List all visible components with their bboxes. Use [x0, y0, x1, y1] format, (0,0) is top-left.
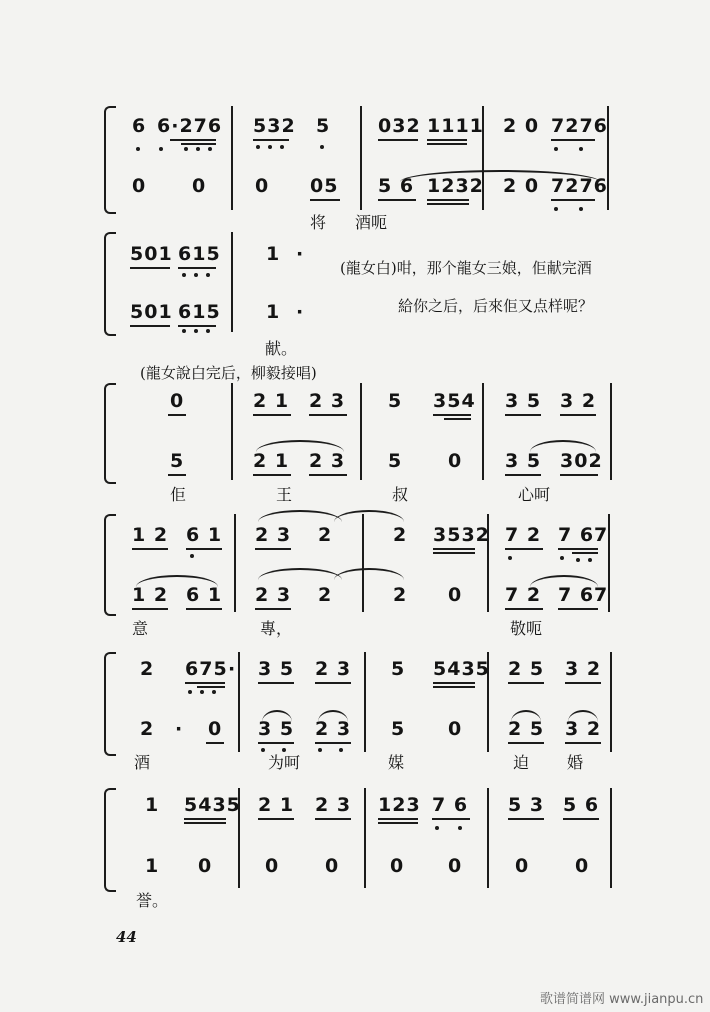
barline [610, 652, 612, 752]
note: 0 [448, 855, 463, 877]
system-2-brace [104, 232, 116, 336]
note: 2 [393, 524, 408, 546]
underline [508, 818, 544, 820]
underline [197, 686, 225, 688]
note: 2 3 [315, 718, 352, 740]
underline [170, 139, 216, 141]
lyric: 佢 [170, 485, 187, 504]
barline [610, 383, 612, 480]
low-octave-dot [554, 147, 558, 151]
lyric: 誉。 [136, 891, 169, 910]
note: · [296, 243, 305, 265]
note: 5 6 [378, 175, 415, 197]
slur [530, 440, 596, 452]
underline [132, 608, 168, 610]
lyric: 心呵 [518, 485, 551, 504]
lyric: 叔 [392, 485, 409, 504]
note: · [228, 658, 237, 680]
underline [206, 742, 224, 744]
underline [505, 548, 543, 550]
slur [262, 710, 292, 722]
barline [482, 383, 484, 480]
note: 2 5 [508, 718, 545, 740]
lyric: 将 [310, 213, 327, 232]
note: 7 2 [505, 584, 542, 606]
underline [168, 474, 186, 476]
low-octave-dot [579, 207, 583, 211]
underline [433, 414, 471, 416]
note: 2 [318, 524, 333, 546]
underline [130, 267, 170, 269]
low-octave-dot [318, 748, 322, 752]
barline [487, 788, 489, 888]
underline [551, 139, 595, 141]
lyric: 为呵 [268, 753, 301, 772]
note: 2 [140, 718, 155, 740]
underline [309, 414, 347, 416]
tie [334, 568, 404, 580]
underline [565, 742, 601, 744]
note: 1 [145, 855, 160, 877]
note: 1111 [427, 115, 484, 137]
lyric: 酒 [134, 753, 151, 772]
underline [427, 139, 467, 141]
note: 7 67 [558, 524, 609, 546]
system-5-brace [104, 652, 116, 756]
note: 3 5 [505, 450, 542, 472]
underline [433, 552, 475, 554]
note: · [175, 718, 184, 740]
note: 0 [192, 175, 207, 197]
low-octave-dot [206, 273, 210, 277]
note: 0 [265, 855, 280, 877]
barline [234, 514, 236, 612]
slur [568, 710, 598, 722]
note: 3 2 [565, 658, 602, 680]
lyric: 意 [132, 619, 149, 638]
low-octave-dot [435, 826, 439, 830]
note: 675 [185, 658, 228, 680]
low-octave-dot [339, 748, 343, 752]
lyric: 敬呃 [510, 619, 543, 638]
underline [186, 548, 222, 550]
low-octave-dot [194, 273, 198, 277]
underline [378, 822, 418, 824]
note: 032 [378, 115, 421, 137]
note: 0 [390, 855, 405, 877]
underline [255, 548, 291, 550]
note: 2 [393, 584, 408, 606]
note: 1 [266, 243, 281, 265]
underline [560, 474, 598, 476]
underline [185, 682, 225, 684]
note: 1 [266, 301, 281, 323]
note: 5 [316, 115, 331, 137]
note: 354 [433, 390, 476, 412]
underline [255, 608, 291, 610]
tie [334, 510, 404, 522]
underline [253, 474, 291, 476]
low-octave-dot [320, 145, 324, 149]
lyric: 專， [260, 619, 293, 638]
underline [258, 818, 294, 820]
low-octave-dot [212, 690, 216, 694]
note: 7 67 [558, 584, 609, 606]
note: 2 3 [315, 658, 352, 680]
underline [432, 818, 470, 820]
lyric: 婚 [567, 753, 584, 772]
barline [608, 514, 610, 612]
low-octave-dot [196, 147, 200, 151]
underline [315, 742, 351, 744]
underline [258, 682, 294, 684]
low-octave-dot [159, 147, 163, 151]
system-6-brace [104, 788, 116, 892]
underline [168, 414, 186, 416]
barline [610, 788, 612, 888]
lyric: 酒呃 [355, 213, 388, 232]
underline [427, 203, 469, 205]
barline [231, 383, 233, 480]
note: 0 [198, 855, 213, 877]
low-octave-dot [182, 329, 186, 333]
underline [310, 199, 340, 201]
note: 5 [391, 718, 406, 740]
note: 0 [325, 855, 340, 877]
note: 615 [178, 301, 221, 323]
low-octave-dot [208, 147, 212, 151]
note: 3 2 [565, 718, 602, 740]
note: 6·276 [157, 115, 223, 137]
underline [184, 818, 226, 820]
tie [400, 170, 600, 182]
underline [508, 742, 544, 744]
note: 0 [448, 584, 463, 606]
underline [186, 608, 222, 610]
note: 302 [560, 450, 603, 472]
note: 2 0 [503, 115, 540, 137]
note: 0 [132, 175, 147, 197]
note: 5 [391, 658, 406, 680]
barline [231, 232, 233, 332]
note: 0 [208, 718, 223, 740]
watermark: 歌谱简谱网 www.jianpu.cn [540, 992, 704, 1007]
low-octave-dot [188, 690, 192, 694]
slur [256, 440, 344, 452]
low-octave-dot [588, 558, 592, 562]
underline [433, 686, 475, 688]
note: 0 [515, 855, 530, 877]
underline [132, 548, 168, 550]
note: 5435 [184, 794, 241, 816]
barline [364, 788, 366, 888]
underline [378, 818, 418, 820]
low-octave-dot [200, 690, 204, 694]
note: 5 [170, 450, 185, 472]
underline [505, 608, 543, 610]
note: 0 [170, 390, 185, 412]
note: 7 6 [432, 794, 469, 816]
note: 123 [378, 794, 421, 816]
note: 2 3 [255, 524, 292, 546]
low-octave-dot [190, 554, 194, 558]
note: 5 6 [563, 794, 600, 816]
underline [560, 414, 596, 416]
low-octave-dot [136, 147, 140, 151]
low-octave-dot [261, 748, 265, 752]
note: · [296, 301, 305, 323]
low-octave-dot [256, 145, 260, 149]
underline [444, 418, 471, 420]
barline [360, 106, 362, 210]
note: 501 [130, 243, 173, 265]
system-3-brace [104, 383, 116, 484]
barline [362, 514, 364, 612]
spoken-dialogue: (龍女白)咁，那个龍女三娘，佢献完酒 [340, 259, 592, 277]
note: 3532 [433, 524, 490, 546]
note: 0 [448, 450, 463, 472]
underline [253, 139, 289, 141]
note: 0 [448, 718, 463, 740]
note: 2 3 [315, 794, 352, 816]
tie [258, 510, 342, 522]
underline [505, 474, 541, 476]
underline [505, 414, 541, 416]
note: 1 [145, 794, 160, 816]
underline [563, 818, 599, 820]
note: 2 3 [309, 450, 346, 472]
low-octave-dot [184, 147, 188, 151]
note: 2 3 [309, 390, 346, 412]
slur [136, 575, 218, 587]
low-octave-dot [458, 826, 462, 830]
note: 2 3 [255, 584, 292, 606]
note: 2 5 [508, 658, 545, 680]
low-octave-dot [206, 329, 210, 333]
note: 5435 [433, 658, 490, 680]
note: 2 [318, 584, 333, 606]
note: 2 1 [253, 390, 290, 412]
low-octave-dot [579, 147, 583, 151]
slur [318, 710, 348, 722]
note: 6 [132, 115, 147, 137]
page-number: 44 [116, 928, 137, 946]
underline [181, 143, 216, 145]
underline [551, 199, 595, 201]
note: 1 2 [132, 524, 169, 546]
system-4-brace [104, 514, 116, 616]
note: 1 2 [132, 584, 169, 606]
stage-direction: (龍女說白完后，柳毅接唱) [140, 364, 317, 382]
underline [427, 143, 467, 145]
slur [530, 575, 598, 587]
low-octave-dot [560, 556, 564, 560]
note: 6 1 [186, 584, 223, 606]
underline [378, 139, 418, 141]
note: 3 5 [258, 718, 295, 740]
barline [360, 383, 362, 480]
low-octave-dot [194, 329, 198, 333]
note: 2 [140, 658, 155, 680]
underline [572, 552, 598, 554]
low-octave-dot [280, 145, 284, 149]
underline [130, 325, 170, 327]
note: 0 [255, 175, 270, 197]
underline [433, 548, 475, 550]
note: 5 [388, 390, 403, 412]
note: 5 [388, 450, 403, 472]
low-octave-dot [554, 207, 558, 211]
underline [565, 682, 601, 684]
underline [558, 548, 598, 550]
barline [364, 652, 366, 752]
spoken-dialogue: 給你之后，后來佢又点样呢？ [398, 297, 594, 315]
underline [427, 199, 469, 201]
note: 532 [253, 115, 296, 137]
lyric: 献。 [265, 339, 298, 358]
underline [508, 682, 544, 684]
note: 5 3 [508, 794, 545, 816]
underline [258, 742, 294, 744]
lyric: 媒 [388, 753, 405, 772]
note: 501 [130, 301, 173, 323]
low-octave-dot [182, 273, 186, 277]
system-1-brace [104, 106, 116, 214]
note: 1232 [427, 175, 484, 197]
low-octave-dot [508, 556, 512, 560]
lyric: 迫 [513, 753, 530, 772]
low-octave-dot [576, 558, 580, 562]
lyric: 王 [276, 485, 293, 504]
underline [178, 325, 216, 327]
underline [558, 608, 598, 610]
barline [231, 106, 233, 210]
tie [258, 568, 342, 580]
low-octave-dot [282, 748, 286, 752]
slur [511, 710, 541, 722]
underline [378, 199, 416, 201]
note: 3 2 [560, 390, 597, 412]
note: 2 1 [258, 794, 295, 816]
note: 6 1 [186, 524, 223, 546]
note: 2 1 [253, 450, 290, 472]
underline [315, 682, 351, 684]
note: 3 5 [258, 658, 295, 680]
note: 615 [178, 243, 221, 265]
note: 7 2 [505, 524, 542, 546]
low-octave-dot [268, 145, 272, 149]
underline [253, 414, 291, 416]
note: 2 0 [503, 175, 540, 197]
underline [433, 682, 475, 684]
note: 3 5 [505, 390, 542, 412]
note: 0 [575, 855, 590, 877]
underline [309, 474, 347, 476]
note: 05 [310, 175, 339, 197]
note: 7276 [551, 115, 608, 137]
underline [184, 822, 226, 824]
underline [315, 818, 351, 820]
note: 7276 [551, 175, 608, 197]
barline [238, 652, 240, 752]
underline [178, 267, 216, 269]
